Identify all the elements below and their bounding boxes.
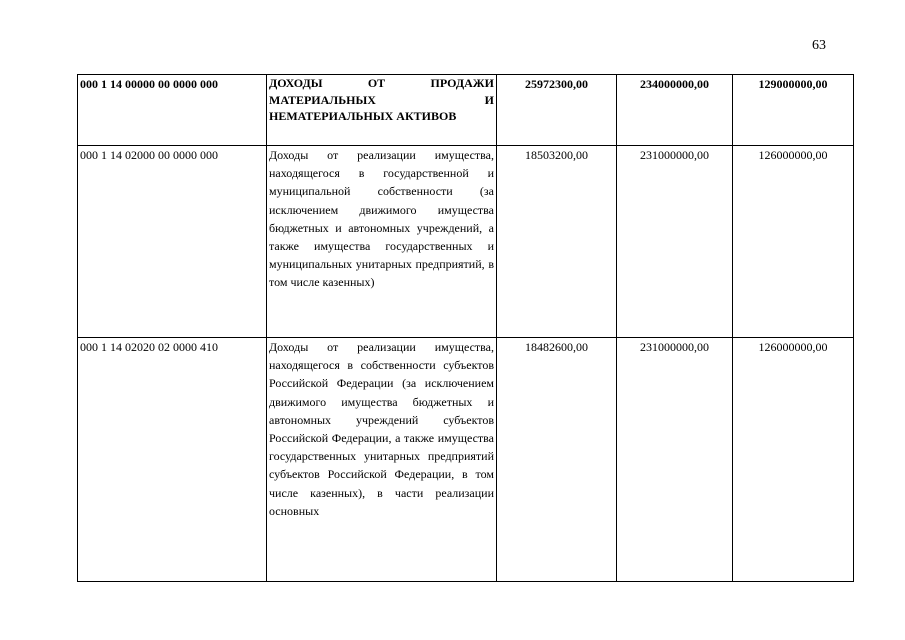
amount-cell-3: 126000000,00: [733, 146, 854, 338]
budget-code-cell: 000 1 14 02000 00 0000 000: [78, 146, 267, 338]
budget-code-cell: 000 1 14 02020 02 0000 410: [78, 338, 267, 582]
amount-cell-3: 126000000,00: [733, 338, 854, 582]
amount-cell-1: 18482600,00: [497, 338, 617, 582]
table-row: [78, 146, 854, 338]
revenue-name-cell: Доходы от реализации имущества, находящегося в собственности субъектов Российской Федерации (за исключением движимого имущества бюджетных и автономных учреждений субъектов Российской Федерации, а также имущества государственных унитарных предприятий субъектов Российской Федерации, в том числе казенных), в части реализации основных: [267, 338, 497, 582]
amount-cell-1: 25972300,00: [497, 75, 617, 146]
budget-revenue-table: [77, 74, 854, 582]
budget-code-cell: 000 1 14 00000 00 0000 000: [78, 75, 267, 146]
table-row: [78, 338, 854, 582]
amount-cell-2: 231000000,00: [617, 146, 733, 338]
revenue-name-cell: ДОХОДЫ ОТ ПРОДАЖИ МАТЕРИАЛЬНЫХ И НЕМАТЕРИАЛЬНЫХ АКТИВОВ: [267, 75, 497, 146]
page-number: 63: [812, 38, 826, 53]
amount-cell-2: 231000000,00: [617, 338, 733, 582]
amount-cell-2: 234000000,00: [617, 75, 733, 146]
amount-cell-1: 18503200,00: [497, 146, 617, 338]
table-row: [78, 75, 854, 146]
amount-cell-3: 129000000,00: [733, 75, 854, 146]
revenue-name-cell: Доходы от реализации имущества, находящегося в государственной и муниципальной собственности (за исключением движимого имущества бюджетных и автономных учреждений, а также имущества государственных и муниципальных унитарных предприятий, в том числе казенных): [267, 146, 497, 338]
